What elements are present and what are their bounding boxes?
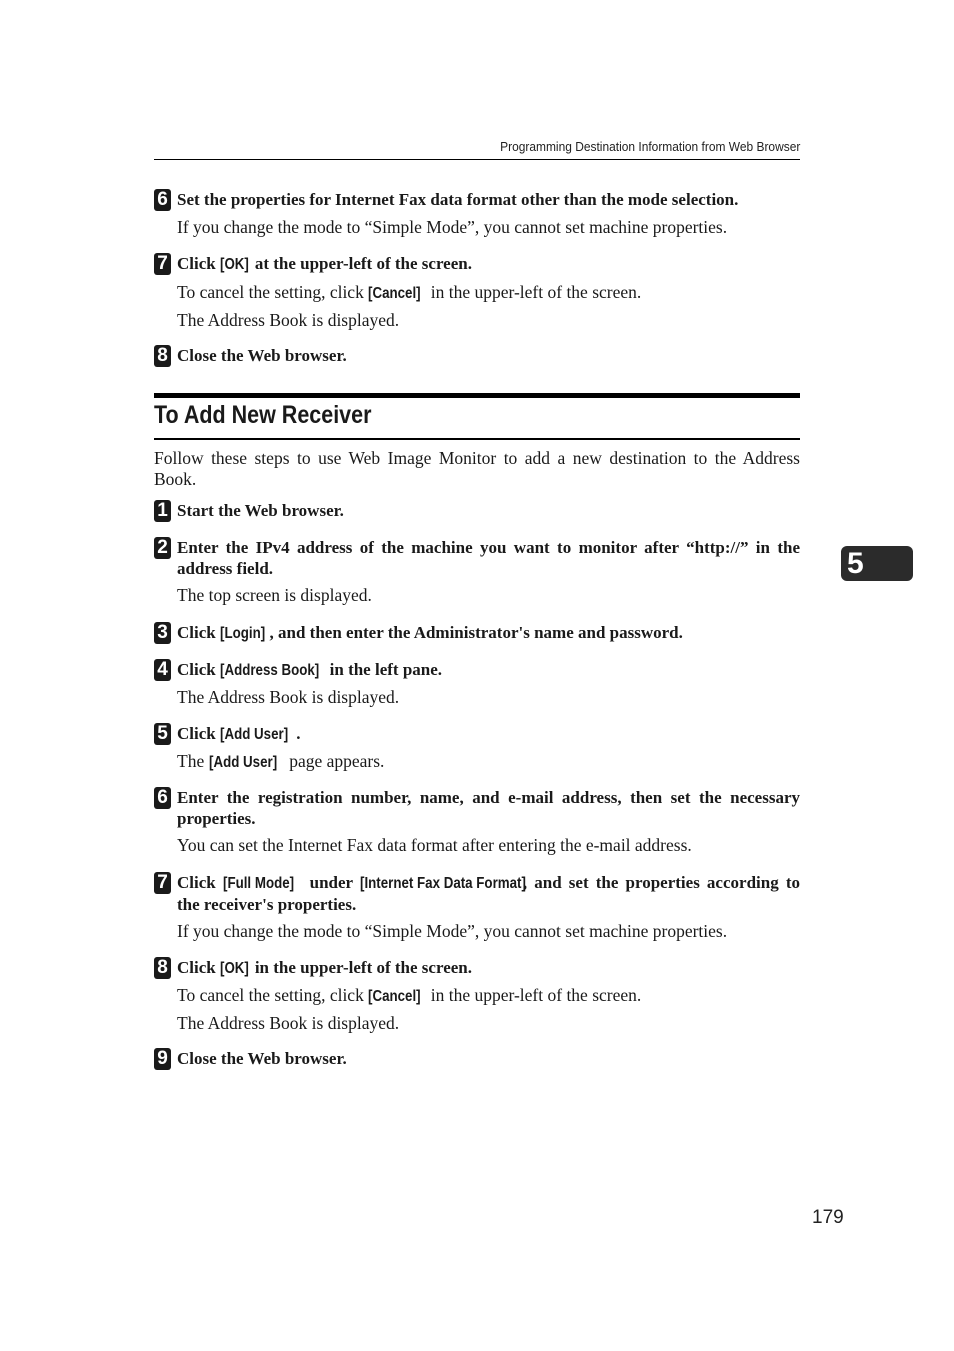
step-text: under <box>302 873 360 892</box>
step-text: Click <box>177 623 220 642</box>
step-number-badge: 8 <box>154 957 171 979</box>
step-8-prev <box>154 345 800 366</box>
step-text: Click <box>177 873 223 892</box>
step-number-badge: 6 <box>154 189 171 211</box>
step-number-badge: 7 <box>154 253 171 275</box>
step-note: The Address Book is displayed. <box>177 1013 400 1033</box>
step-note: The Address Book is displayed. <box>177 687 400 707</box>
step-number-badge: 5 <box>154 723 171 745</box>
step-5 <box>154 723 800 773</box>
note-text: The <box>177 751 209 771</box>
step-1 <box>154 500 800 521</box>
header-rule <box>154 159 800 160</box>
internet-fax-data-format-key-label: [Internet Fax Data Format] <box>359 875 526 892</box>
step-title: Enter the IPv4 address of the machine you want to monitor after “http://” in the address field. <box>177 538 800 578</box>
step-number-badge: 2 <box>154 537 171 559</box>
step-note: You can set the Internet Fax data format after entering the e-mail address. <box>177 835 692 855</box>
add-user-key-label: [Add User] <box>208 754 277 771</box>
step-note: The Address Book is displayed. <box>177 310 400 330</box>
section-rule-bottom <box>154 438 800 440</box>
step-number-badge: 4 <box>154 659 171 681</box>
chapter-tab <box>841 546 913 581</box>
step-7-prev <box>154 253 800 331</box>
full-mode-key-label: [Full Mode] <box>222 875 294 892</box>
step-text: at the upper-left of the screen. <box>250 254 472 273</box>
note-text: in the upper-left of the screen. <box>426 985 642 1005</box>
step-title: Close the Web browser. <box>177 1049 347 1068</box>
step-3 <box>154 622 800 644</box>
step-8 <box>154 957 800 1034</box>
step-note: If you change the mode to “Simple Mode”, you cannot set machine properties. <box>177 921 728 941</box>
step-text: Click <box>177 254 220 273</box>
cancel-key-label: [Cancel] <box>368 285 421 302</box>
step-title: Set the properties for Internet Fax data format other than the mode selection. <box>177 190 739 209</box>
running-header: Programming Destination Information from Web Browser <box>499 139 800 154</box>
note-text: To cancel the setting, click <box>177 985 369 1005</box>
step-note: The top screen is displayed. <box>177 585 372 605</box>
step-text: Click <box>177 724 220 743</box>
step-6 <box>154 787 800 856</box>
step-number-badge: 1 <box>154 500 171 522</box>
step-number-badge: 3 <box>154 622 171 644</box>
step-number-badge: 6 <box>154 787 171 809</box>
section-intro: Follow these steps to use Web Image Monitor to add a new destination to the Address Book. <box>154 448 800 489</box>
step-text: , and then enter the Administrator's name and password. <box>269 623 683 642</box>
step-4 <box>154 659 800 708</box>
step-text: in the upper-left of the screen. <box>250 958 472 977</box>
step-text: Click <box>177 958 220 977</box>
step-text: . <box>296 724 301 743</box>
step-number-badge: 8 <box>154 345 171 367</box>
step-title: Enter the registration number, name, and e-mail address, then set the necessary properties. <box>177 788 800 828</box>
step-text: Click <box>177 660 220 679</box>
step-text: , and set the properties according to the receiver's properties. <box>177 873 800 914</box>
address-book-key-label: [Address Book] <box>219 662 320 679</box>
ok-key-label: [OK] <box>219 256 249 273</box>
step-2 <box>154 537 800 606</box>
step-text: in the left pane. <box>325 660 443 679</box>
ok-key-label: [OK] <box>219 960 249 977</box>
step-9 <box>154 1048 800 1069</box>
login-key-label: [Login] <box>219 625 266 642</box>
step-title: Start the Web browser. <box>177 501 344 520</box>
section-heading: To Add New Receiver <box>154 401 372 429</box>
note-text: in the upper-left of the screen. <box>426 282 642 302</box>
note-text: To cancel the setting, click <box>177 282 369 302</box>
section-rule-top <box>154 393 800 398</box>
step-7 <box>154 872 800 942</box>
add-user-key-label: [Add User] <box>219 726 289 743</box>
step-title: Close the Web browser. <box>177 346 347 365</box>
note-text: page appears. <box>284 751 385 771</box>
cancel-key-label: [Cancel] <box>368 988 421 1005</box>
chapter-number: 5 <box>847 547 864 580</box>
step-6-prev <box>154 189 800 238</box>
step-note: If you change the mode to “Simple Mode”, you cannot set machine properties. <box>177 217 728 237</box>
step-number-badge: 7 <box>154 872 171 894</box>
step-number-badge: 9 <box>154 1048 171 1070</box>
page-number: 179 <box>812 1207 844 1228</box>
